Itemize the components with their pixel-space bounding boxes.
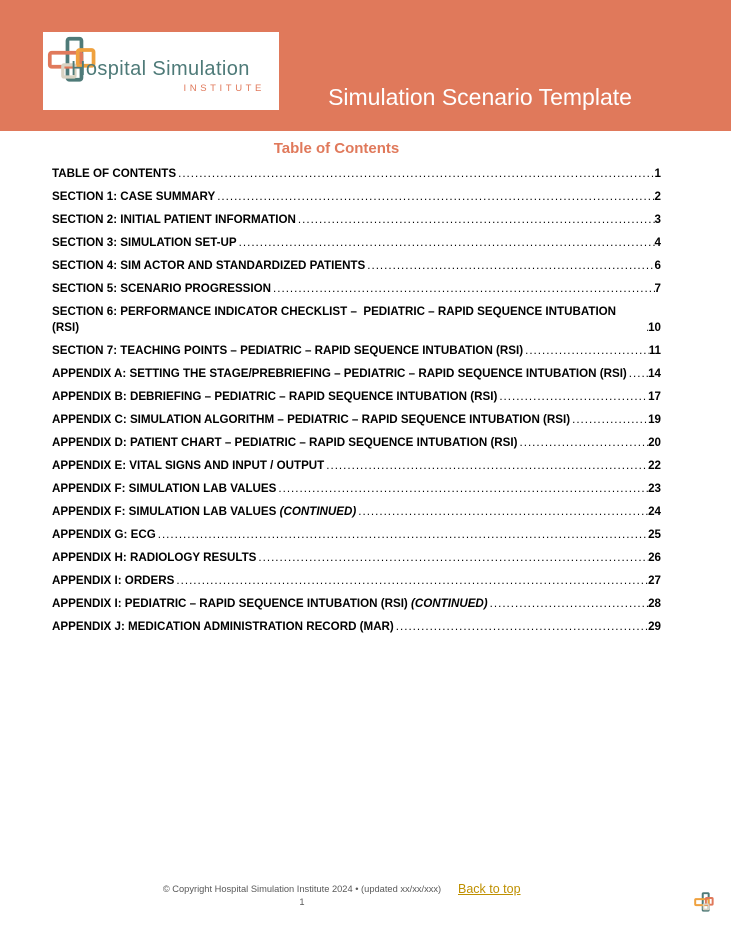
toc-entry-text-italic: (CONTINUED) xyxy=(411,597,488,610)
toc-entry-page: 11 xyxy=(648,344,661,357)
dot-leader xyxy=(176,166,654,182)
toc-entry-text: SECTION 7: TEACHING POINTS – PEDIATRIC – RAPID SEQUENCE INTUBATION (RSI) xyxy=(52,344,524,357)
toc-entry[interactable] xyxy=(52,189,661,205)
toc-entry-page: 28 xyxy=(648,597,661,610)
toc-entry-text: APPENDIX B: DEBRIEFING – PEDIATRIC – RAPID SEQUENCE INTUBATION (RSI) xyxy=(52,390,498,403)
toc-entry[interactable] xyxy=(52,596,661,612)
toc-entry-title xyxy=(52,258,365,274)
toc-entry-title xyxy=(52,619,394,635)
toc-entry-text: APPENDIX A: SETTING THE STAGE/PREBRIEFING – PEDIATRIC – RAPID SEQUENCE INTUBATION (RSI) xyxy=(52,367,627,380)
toc-entry[interactable] xyxy=(52,481,661,497)
toc-entry[interactable] xyxy=(52,366,661,382)
hospital-cross-logo-icon xyxy=(694,890,717,917)
logo-subtitle: INSTITUTE xyxy=(183,83,265,94)
toc-entry[interactable] xyxy=(52,527,661,543)
dot-leader xyxy=(276,481,648,497)
toc-entry-title xyxy=(52,573,174,589)
toc-entry-page: 23 xyxy=(648,482,661,495)
toc-entry[interactable] xyxy=(52,389,661,405)
toc-entry-text: APPENDIX E: VITAL SIGNS AND INPUT / OUTPUT xyxy=(52,459,325,472)
toc-heading: Table of Contents xyxy=(273,140,400,157)
toc-entry-text: APPENDIX C: SIMULATION ALGORITHM – PEDIATRIC – RAPID SEQUENCE INTUBATION (RSI) xyxy=(52,413,571,426)
toc-entry-page: 10 xyxy=(648,321,661,334)
logo-name: Hospital Simulation xyxy=(71,58,250,80)
toc-entry[interactable] xyxy=(52,281,661,297)
toc-entry-title xyxy=(52,458,324,474)
toc-entry-text: APPENDIX D: PATIENT CHART – PEDIATRIC – RAPID SEQUENCE INTUBATION (RSI) xyxy=(52,436,518,449)
toc-entry-text: SECTION 2: INITIAL PATIENT INFORMATION xyxy=(52,213,296,226)
toc-entry[interactable] xyxy=(52,258,661,274)
toc-entry-page: 17 xyxy=(648,390,661,403)
toc-entry-page: 24 xyxy=(648,505,661,518)
toc-entry-title xyxy=(52,304,644,336)
dot-leader xyxy=(237,235,655,251)
dot-leader xyxy=(488,596,648,612)
toc-entry-title xyxy=(52,504,356,520)
toc-entry-text: SECTION 1: CASE SUMMARY xyxy=(52,190,216,203)
toc-entry-title xyxy=(52,596,488,612)
toc-entry-title xyxy=(52,481,276,497)
toc-entry-title xyxy=(52,550,256,566)
dot-leader xyxy=(627,366,648,382)
toc-entry-page: 7 xyxy=(654,282,661,295)
toc-entry-text: SECTION 4: SIM ACTOR AND STANDARDIZED PATIENTS xyxy=(52,259,366,272)
toc-entry-page: 27 xyxy=(648,574,661,587)
toc-entry-page: 20 xyxy=(648,436,661,449)
dot-leader xyxy=(174,573,648,589)
toc-entry-title xyxy=(52,235,237,251)
dot-leader xyxy=(296,212,655,228)
dot-leader xyxy=(518,435,649,451)
toc-entry[interactable] xyxy=(52,458,661,474)
toc-entry-text: APPENDIX J: MEDICATION ADMINISTRATION RECORD (MAR) xyxy=(52,620,394,633)
dot-leader xyxy=(394,619,648,635)
toc-entry-page: 22 xyxy=(648,459,661,472)
toc-entry[interactable] xyxy=(52,235,661,251)
toc-entry-title xyxy=(52,189,215,205)
page-number: 1 xyxy=(299,897,305,907)
dot-leader xyxy=(497,389,648,405)
toc-entry-title xyxy=(52,527,156,543)
toc-entry-text: SECTION 3: SIMULATION SET-UP xyxy=(52,236,237,249)
toc-entry-page: 19 xyxy=(648,413,661,426)
toc-entry-title xyxy=(52,281,271,297)
toc-entry[interactable] xyxy=(52,573,661,589)
toc-entry-page: 2 xyxy=(654,190,661,203)
toc-entry-text: APPENDIX H: RADIOLOGY RESULTS xyxy=(52,551,257,564)
toc-entry-title xyxy=(52,435,518,451)
toc-entry[interactable] xyxy=(52,212,661,228)
toc-entry-text-italic: (CONTINUED) xyxy=(279,505,357,518)
dot-leader xyxy=(156,527,648,543)
toc-entry[interactable] xyxy=(52,304,661,336)
toc-entry-title xyxy=(52,212,296,228)
toc-entry-page: 4 xyxy=(654,236,661,249)
toc-entry-title xyxy=(52,366,627,382)
toc-entry-title xyxy=(52,166,176,182)
toc-entry-text: TABLE OF CONTENTS xyxy=(52,167,177,180)
toc-entry[interactable] xyxy=(52,619,661,635)
dot-leader xyxy=(215,189,654,205)
toc-entry[interactable] xyxy=(52,412,661,428)
logo-text xyxy=(71,58,265,94)
toc-entry-title xyxy=(52,343,523,359)
header-banner xyxy=(0,0,731,131)
dot-leader xyxy=(256,550,648,566)
toc-entry-page: 6 xyxy=(654,259,661,272)
copyright-text: © Copyright Hospital Simulation Institute 2024 • (updated xx/xx/xxx) xyxy=(162,884,442,894)
dot-leader xyxy=(271,281,655,297)
document-title: Simulation Scenario Template xyxy=(328,84,632,110)
dot-leader xyxy=(324,458,648,474)
toc-entry-text: SECTION 6: PERFORMANCE INDICATOR CHECKLIST – PEDIATRIC – RAPID SEQUENCE INTUBATION (RSI) xyxy=(52,305,617,334)
toc-entry[interactable] xyxy=(52,343,661,359)
toc-entry[interactable] xyxy=(52,435,661,451)
toc-entry-page: 14 xyxy=(648,367,661,380)
toc-entry-page: 1 xyxy=(654,167,661,180)
toc-entry-page: 3 xyxy=(654,213,661,226)
logo xyxy=(43,32,279,110)
toc-entry-page: 26 xyxy=(648,551,661,564)
toc-entry[interactable] xyxy=(52,504,661,520)
back-to-top-link[interactable]: Back to top xyxy=(458,882,521,896)
toc-entry-page: 25 xyxy=(648,528,661,541)
toc-entry-text: APPENDIX G: ECG xyxy=(52,528,156,541)
toc-entry-page: 29 xyxy=(648,620,661,633)
dot-leader xyxy=(365,258,654,274)
toc-entry-text: APPENDIX F: SIMULATION LAB VALUES xyxy=(52,505,277,518)
toc-entry-title xyxy=(52,389,497,405)
toc-entry-text: APPENDIX I: ORDERS xyxy=(52,574,175,587)
toc-entry-text: APPENDIX I: PEDIATRIC – RAPID SEQUENCE INTUBATION (RSI) xyxy=(52,597,408,610)
page-footer xyxy=(0,879,731,938)
page-body xyxy=(52,131,661,642)
toc-entry-text: APPENDIX F: SIMULATION LAB VALUES xyxy=(52,482,277,495)
toc-entry-text: SECTION 5: SCENARIO PROGRESSION xyxy=(52,282,272,295)
dot-leader xyxy=(570,412,648,428)
table-of-contents xyxy=(52,166,661,635)
toc-entry-title xyxy=(52,412,570,428)
dot-leader xyxy=(356,504,648,520)
toc-entry[interactable] xyxy=(52,550,661,566)
dot-leader xyxy=(523,343,649,359)
toc-entry[interactable] xyxy=(52,166,661,182)
